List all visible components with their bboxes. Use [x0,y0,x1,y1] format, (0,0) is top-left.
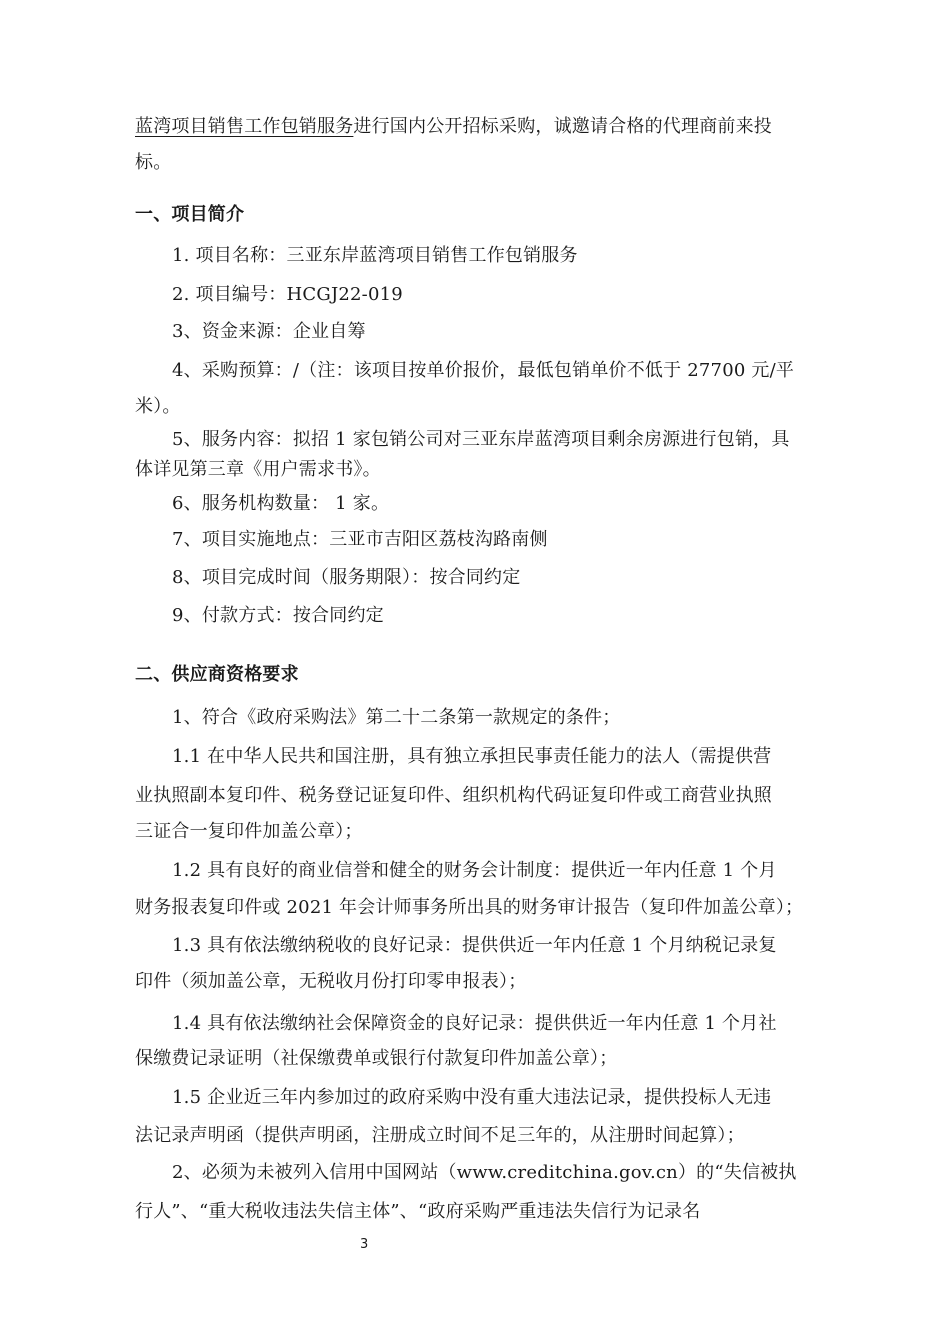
req-2: 2、必须为未被列入信用中国网站（www.creditchina.gov.cn）的“失信被执 [172,1162,797,1183]
req-1-3: 1.3 具有依法缴纳税收的良好记录：提供供近一年内任意 1 个月纳税记录复 [172,935,777,956]
page-number: 3 [360,1237,369,1252]
intro-line-2: 标。 [135,152,172,173]
item-service-content-cont: 体详见第三章《用户需求书》。 [135,459,381,480]
item-service-count: 6、服务机构数量： 1 家。 [172,493,390,514]
intro-line-1 [135,115,772,139]
item-project-number: 2. 项目编号：HCGJ22-019 [172,284,403,305]
intro-text: 进行国内公开招标采购，诚邀请合格的代理商前来投 [353,116,773,137]
req-1-5-cont: 法记录声明函（提供声明函，注册成立时间不足三年的，从注册时间起算）； [135,1125,745,1146]
project-name-underlined: 蓝湾项目销售工作包销服务 [135,116,354,137]
req-1-2: 1.2 具有良好的商业信誉和健全的财务会计制度：提供近一年内任意 1 个月 [172,860,777,881]
item-payment: 9、付款方式：按合同约定 [172,605,384,626]
req-1-1-cont-a: 业执照副本复印件、税务登记证复印件、组织机构代码证复印件或工商营业执照 [135,785,772,806]
item-project-name: 1. 项目名称：三亚东岸蓝湾项目销售工作包销服务 [172,245,578,266]
req-1-1-cont-b: 三证合一复印件加盖公章）； [135,821,363,842]
req-1-5: 1.5 企业近三年内参加过的政府采购中没有重大违法记录，提供投标人无违 [172,1087,772,1108]
req-2-cont: 行人”、“重大税收违法失信主体”、“政府采购严重违法失信行为记录名 [135,1201,701,1222]
section-heading-supplier-qualifications: 二、供应商资格要求 [135,664,299,685]
item-completion-time: 8、项目完成时间（服务期限）：按合同约定 [172,567,521,588]
req-1-4: 1.4 具有依法缴纳社会保障资金的良好记录：提供供近一年内任意 1 个月社 [172,1013,777,1034]
item-location: 7、项目实施地点：三亚市吉阳区荔枝沟路南侧 [172,529,548,550]
req-1-3-cont: 印件（须加盖公章，无税收月份打印零申报表）； [135,971,527,992]
item-budget: 4、采购预算：/（注：该项目按单价报价，最低包销单价不低于 27700 元/平 [172,360,795,381]
req-1-4-cont: 保缴费记录证明（社保缴费单或银行付款复印件加盖公章）； [135,1048,618,1069]
req-1-2-cont: 财务报表复印件或 2021 年会计师事务所出具的财务审计报告（复印件加盖公章）； [135,897,804,918]
req-1: 1、符合《政府采购法》第二十二条第一款规定的条件； [172,707,621,728]
item-budget-cont: 米）。 [135,396,181,417]
item-service-content: 5、服务内容：拟招 1 家包销公司对三亚东岸蓝湾项目剩余房源进行包销，具 [172,429,790,450]
req-1-1: 1.1 在中华人民共和国注册，具有独立承担民事责任能力的法人（需提供营 [172,746,772,767]
item-funding-source: 3、资金来源：企业自筹 [172,321,366,342]
section-heading-project-overview: 一、项目简介 [135,204,245,225]
